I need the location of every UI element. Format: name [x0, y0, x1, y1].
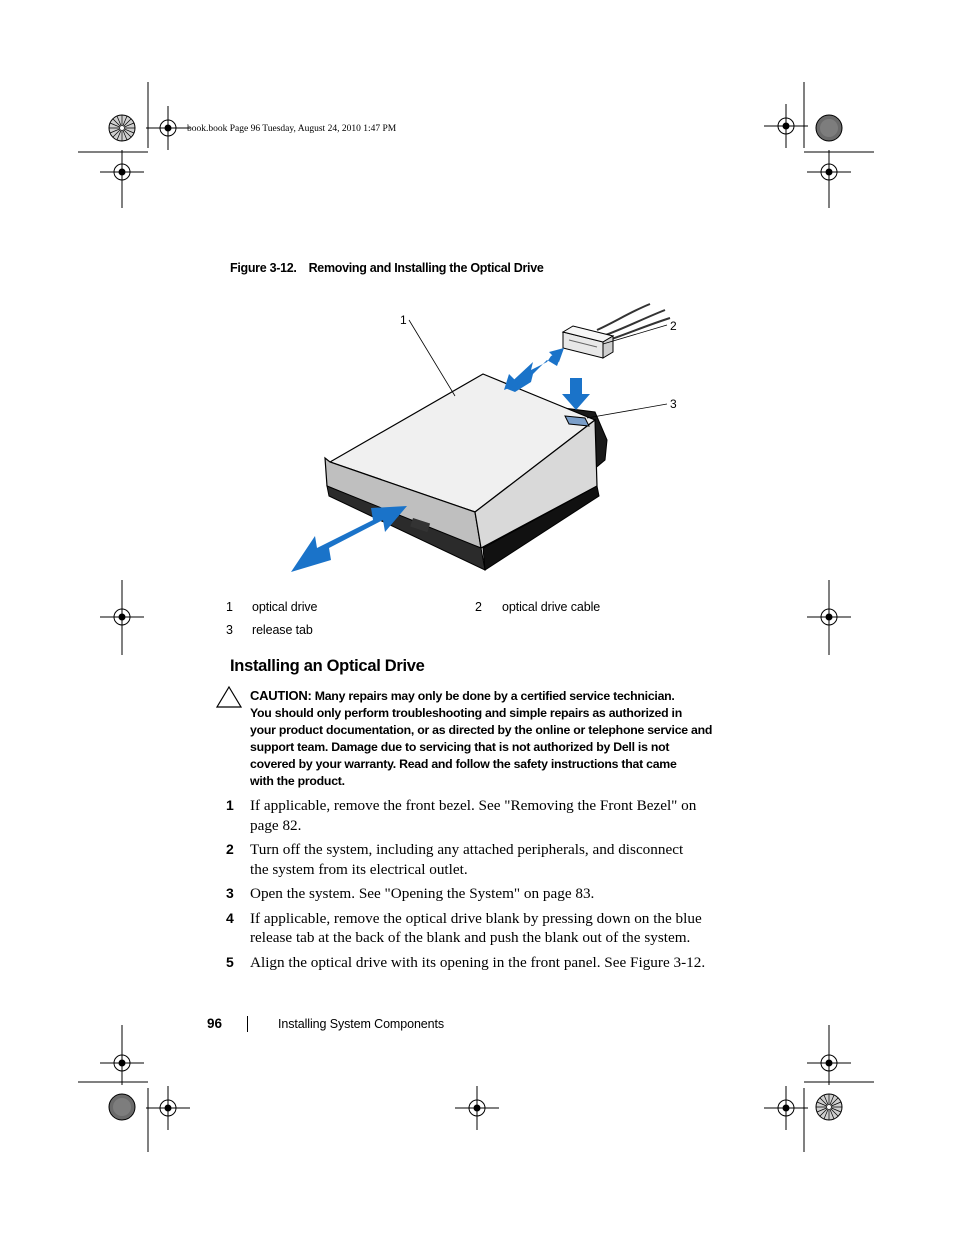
- step-item: [226, 884, 726, 904]
- caution-line: support team. Damage due to servicing that is not authorized by Dell is not: [250, 740, 670, 754]
- step-item: [226, 840, 726, 879]
- step-number: 2: [226, 841, 234, 857]
- step-number: 1: [226, 797, 234, 813]
- print-slug: book.book Page 96 Tuesday, August 24, 2010 1:47 PM: [187, 124, 397, 134]
- step-text: Align the optical drive with its opening in the front panel. See Figure 3-12.: [250, 953, 706, 971]
- caution-line: your product documentation, or as directed by the online or telephone service and: [250, 723, 713, 737]
- legend-label: optical drive: [252, 600, 318, 614]
- figure-title: Removing and Installing the Optical Drive: [308, 261, 544, 275]
- step-text: the system from its electrical outlet.: [250, 860, 468, 878]
- step-text: Open the system. See "Opening the System" on page 83.: [250, 885, 595, 902]
- step-item: [226, 909, 726, 948]
- legend-label: release tab: [252, 623, 313, 637]
- callout-1: 1: [400, 313, 407, 327]
- figure-number: Figure 3-12.: [230, 261, 297, 275]
- caution-line: Many repairs may only be done by a certified service technician.: [314, 689, 675, 703]
- callout-3: 3: [670, 397, 677, 411]
- legend-num: 2: [475, 600, 482, 614]
- legend-label: optical drive cable: [502, 600, 601, 614]
- step-text: If applicable, remove the optical drive blank by pressing down on the blue: [250, 909, 702, 927]
- caution-line: with the product.: [250, 774, 345, 788]
- step-item: [226, 796, 726, 835]
- page-number: 96: [207, 1016, 223, 1031]
- caution-line: You should only perform troubleshooting and simple repairs as authorized in: [250, 706, 682, 720]
- step-number: 4: [226, 909, 234, 926]
- cable-connector: [563, 326, 613, 358]
- chapter-title: Installing System Components: [278, 1017, 445, 1031]
- procedure-steps: [226, 796, 726, 977]
- caution-notice: [250, 687, 730, 790]
- step-number: 3: [226, 885, 234, 901]
- step-text: release tab at the back of the blank and push the blank out of the system.: [250, 929, 691, 946]
- section-heading: Installing an Optical Drive: [230, 657, 425, 675]
- optical-drive-illustration: [285, 300, 705, 590]
- step-number: 5: [226, 953, 234, 970]
- legend-num: 1: [226, 600, 233, 614]
- callout-2: 2: [670, 319, 677, 333]
- legend-num: 3: [226, 623, 233, 637]
- caution-icon: [216, 686, 242, 708]
- figure-caption: [230, 261, 544, 275]
- step-text: page 82.: [250, 816, 302, 834]
- step-text: Turn off the system, including any attached peripherals, and disconnect: [250, 841, 684, 858]
- step-item: [226, 953, 726, 973]
- caution-line: covered by your warranty. Read and follow the safety instructions that came: [250, 757, 677, 771]
- caution-label: CAUTION:: [250, 688, 312, 703]
- figure-legend-row-2: [226, 623, 426, 639]
- footer-divider: [247, 1016, 248, 1032]
- step-text: If applicable, remove the front bezel. See "Removing the Front Bezel" on: [250, 797, 697, 814]
- figure-legend-row-1: [226, 600, 646, 616]
